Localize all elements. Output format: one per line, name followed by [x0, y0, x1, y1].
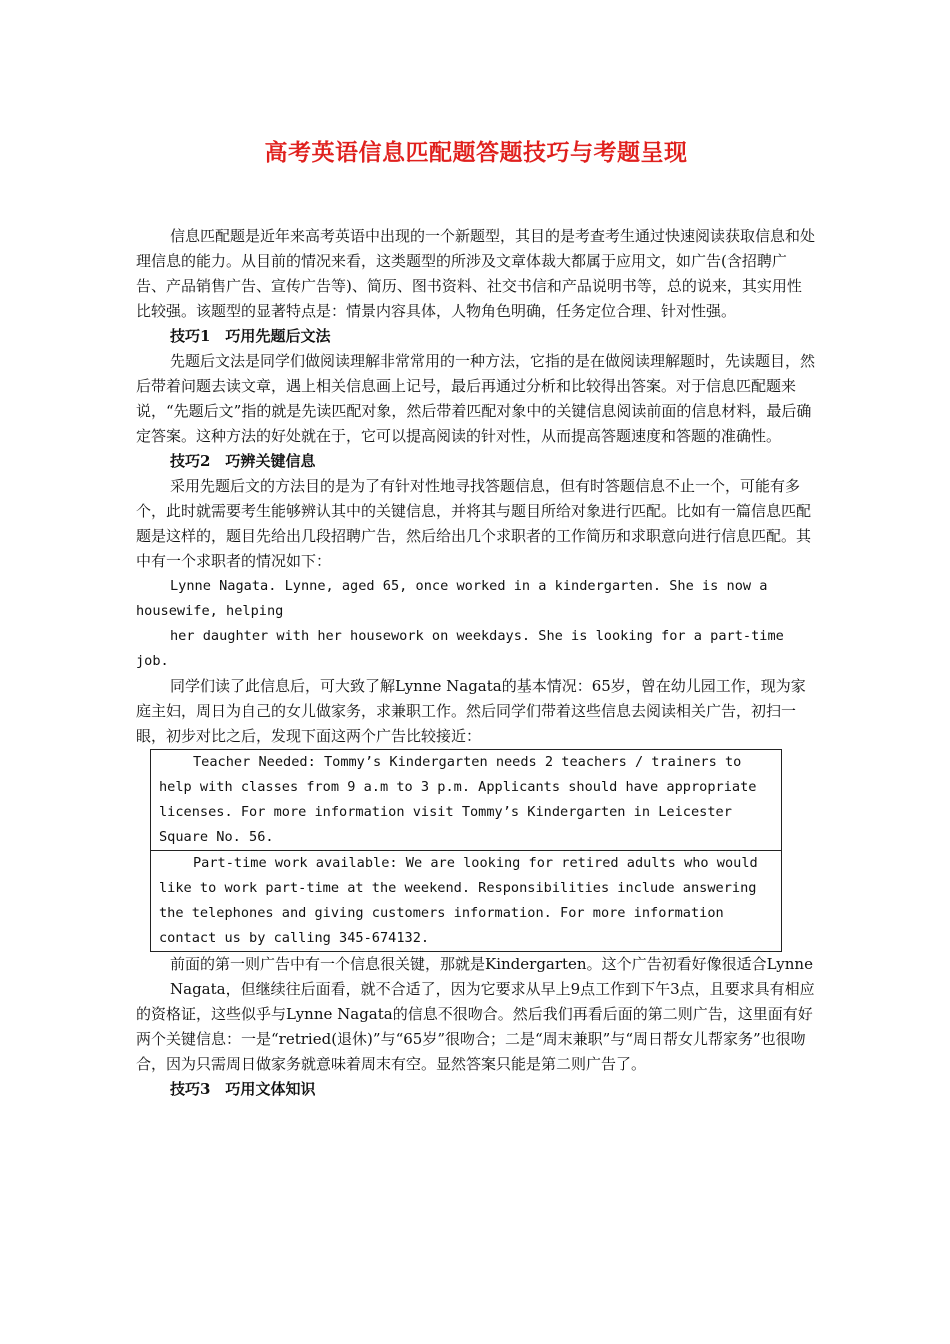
example-english-line-2: her daughter with her housework on weekdays. She is looking for a part-time job. [136, 628, 784, 669]
tip3-heading: 技巧3 巧用文体知识 [170, 1080, 316, 1098]
conclusion-paragraph-2: Nagata，但继续往后面看，就不合适了，因为它要求从早上9点工作到下午3点，且要求具有相应的资格证，这些似乎与Lynne Nagata的信息不很吻合。然后我们再看后面的第二则广告，这里面有好两个关键信息：一是“retried(退休)”与“65岁”很吻合；二是“周末兼职”与“周日帮女儿帮家务”也很吻合，因为只需周日做家务就意味着周末有空。显然答案只能是第二则广告了。 [136, 980, 815, 1073]
ad-part-time-work: Part-time work available: We are looking for retired adults who would like to work part-time at the weekend. Responsibilities include answering the telephones and giving customers information. For more information contact us by calling 345-674132. [151, 850, 781, 951]
ads-table [150, 749, 782, 952]
document-body [136, 224, 816, 1102]
tip2-paragraph: 采用先题后文的方法目的是为了有针对性地寻找答题信息，但有时答题信息不止一个，可能有多个，此时就需要考生能够辨认其中的关键信息，并将其与题目所给对象进行匹配。比如有一篇信息匹配题是这样的，题目先给出几段招聘广告，然后给出几个求职者的工作简历和求职意向进行信息匹配。其中有一个求职者的情况如下： [136, 477, 812, 570]
tip1-paragraph: 先题后文法是同学们做阅读理解非常常用的一种方法，它指的是在做阅读理解题时，先读题目，然后带着问题去读文章，遇上相关信息画上记号，最后再通过分析和比较得出答案。对于信息匹配题来说，“先题后文”指的就是先读匹配对象，然后带着匹配对象中的关键信息阅读前面的信息材料，最后确定答案。这种方法的好处就在于，它可以提高阅读的针对性，从而提高答题速度和答题的准确性。 [136, 352, 816, 445]
example-english-line-1: Lynne Nagata. Lynne, aged 65, once worked in a kindergarten. She is now a housewife, helping [136, 578, 768, 619]
document-title: 高考英语信息匹配题答题技巧与考题呈现 [264, 139, 688, 166]
tip2-heading: 技巧2 巧辨关键信息 [170, 452, 316, 470]
analysis-paragraph: 同学们读了此信息后，可大致了解Lynne Nagata的基本情况：65岁，曾在幼儿园工作，现为家庭主妇，周日为自己的女儿做家务，求兼职工作。然后同学们带着这些信息去阅读相关广告，初扫一眼，初步对比之后，发现下面这两个广告比较接近： [136, 677, 806, 745]
intro-paragraph: 信息匹配题是近年来高考英语中出现的一个新题型，其目的是考查考生通过快速阅读获取信息和处理信息的能力。从目前的情况来看，这类题型的所涉及文章体裁大都属于应用文，如广告(含招聘广告、产品销售广告、宣传广告等)、简历、图书资料、社交书信和产品说明书等，总的说来，其实用性比较强。该题型的显著特点是：情景内容具体，人物角色明确，任务定位合理、针对性强。 [136, 227, 816, 320]
ad-teacher-needed: Teacher Needed: Tommy’s Kindergarten needs 2 teachers / trainers to help with classes from 9 a.m to 3 p.m. Applicants should have appropriate licenses. For more information visit Tommy’s Kindergarten in Leicester Square No. 56. [159, 754, 757, 845]
tip1-heading: 技巧1 巧用先题后文法 [170, 327, 331, 345]
conclusion-paragraph-1: 前面的第一则广告中有一个信息很关键，那就是Kindergarten。这个广告初看好像很适合Lynne [170, 955, 813, 973]
